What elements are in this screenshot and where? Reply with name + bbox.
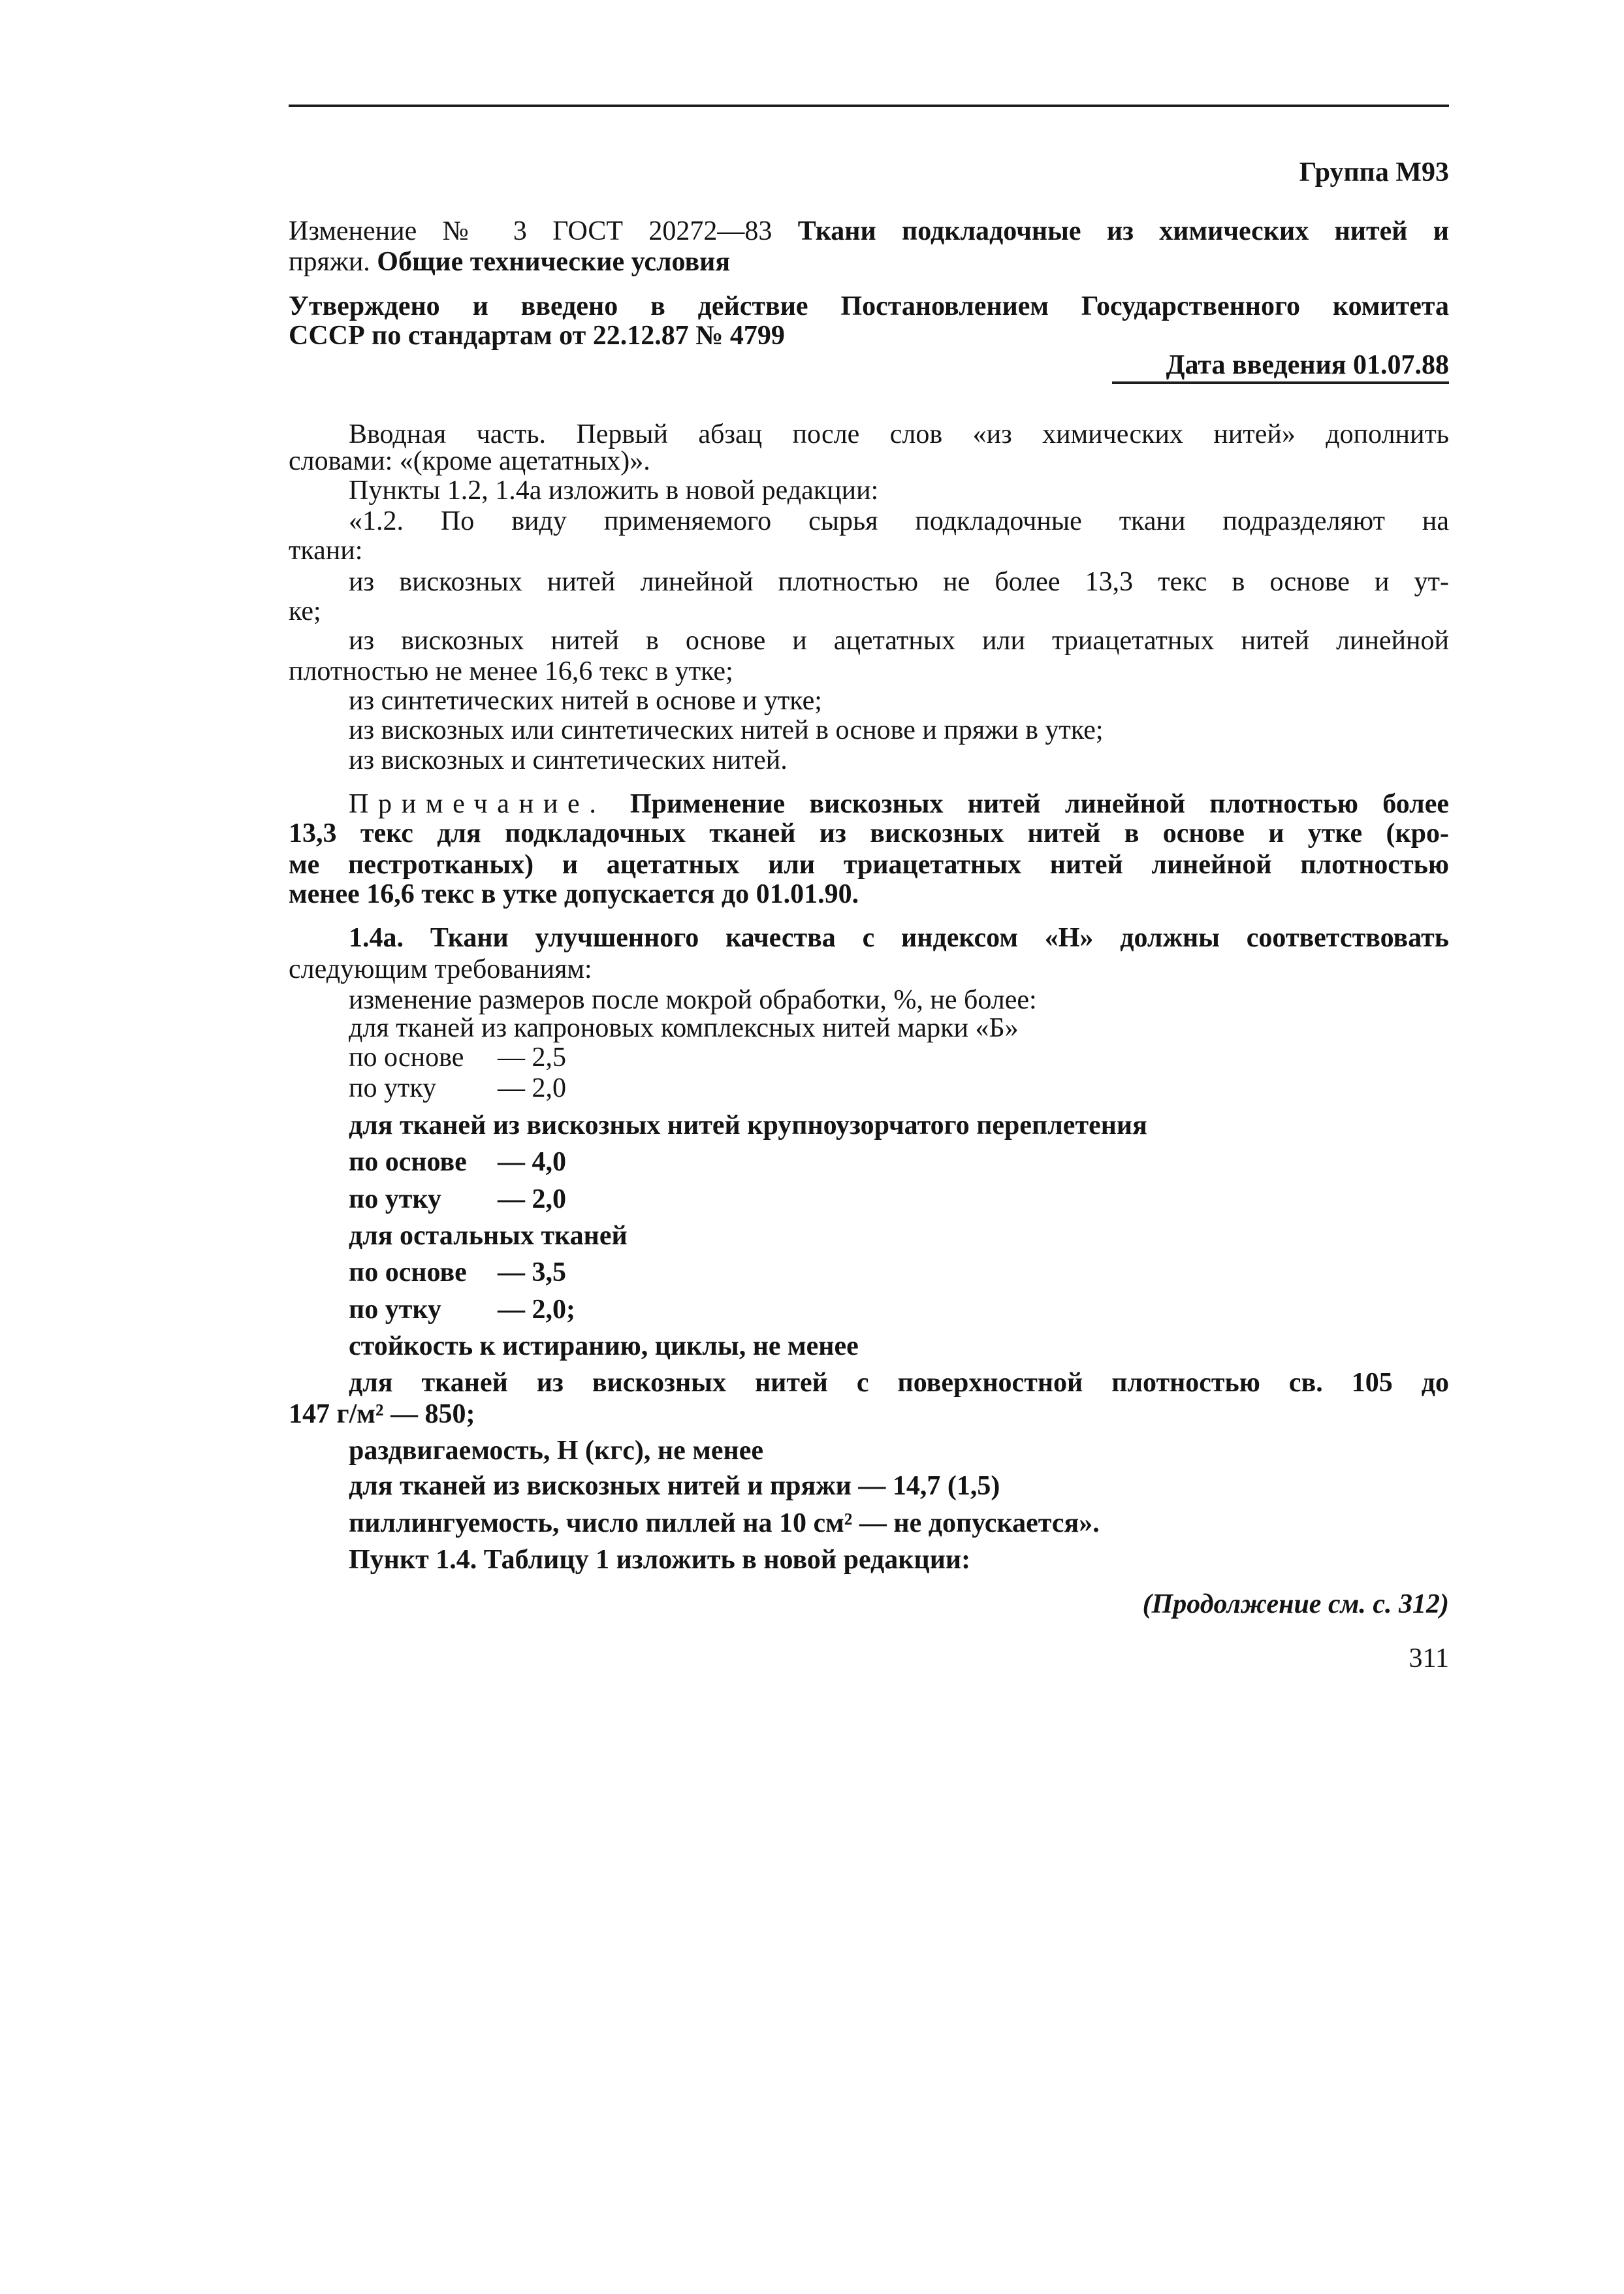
fabric-group-name: для тканей из капроновых комплексных нитей марки «Б» bbox=[349, 1013, 1019, 1043]
slippage-line: для тканей из вискозных нитей и пряжи — 14,7 (1,5) bbox=[349, 1471, 1000, 1501]
measure-direction: по основе bbox=[349, 1042, 464, 1073]
clause-1-4a-line: 1.4а. Ткани улучшенного качества с индексом «Н» должны соответствовать bbox=[349, 923, 1449, 953]
approval-line: Утверждено и введено в действие Постановлением Государственного комитета bbox=[289, 291, 1449, 321]
clause-1-4-line: Пункт 1.4. Таблицу 1 изложить в новой редакции: bbox=[349, 1545, 971, 1575]
clause-1-2-line: из вискозных нитей линейной плотностью не более 13,3 текс в основе и ут- bbox=[349, 567, 1449, 597]
standard-title-part: пряжи. bbox=[289, 247, 370, 277]
measure-row bbox=[349, 1257, 1449, 1287]
clause-1-2-line: из вискозных или синтетических нитей в основе и пряжи в утке; bbox=[349, 715, 1104, 745]
clause-1-2-line: плотностью не менее 16,6 текс в утке; bbox=[289, 656, 733, 687]
shrinkage-title: изменение размеров после мокрой обработки, %, не более: bbox=[349, 985, 1037, 1015]
clause-points-line: Пункты 1.2, 1.4а изложить в новой редакции: bbox=[349, 476, 879, 506]
intro-line: словами: «(кроме ацетатных)». bbox=[289, 446, 650, 476]
measure-direction: по утку bbox=[349, 1184, 441, 1214]
note-line: 13,3 текс для подкладочных тканей из вискозных нитей в основе и утке (кро- bbox=[289, 818, 1449, 848]
clause-1-2-line: «1.2. По виду применяемого сырья подкладочные ткани подразделяют на bbox=[349, 506, 1449, 536]
standard-title-part: Общие технические условия bbox=[377, 247, 731, 277]
intro-line: Вводная часть. Первый абзац после слов «из химических нитей» дополнить bbox=[349, 419, 1449, 449]
measure-value: — 2,0 bbox=[498, 1184, 566, 1214]
note-label: Примечание. bbox=[349, 789, 606, 819]
standard-title-part: Ткани подкладочные из химических нитей и bbox=[797, 216, 1449, 246]
measure-value: — 3,5 bbox=[498, 1257, 566, 1287]
top-rule bbox=[289, 105, 1449, 107]
page-number: 311 bbox=[1409, 1643, 1449, 1673]
date-underline bbox=[1112, 381, 1449, 384]
measure-row bbox=[349, 1184, 1449, 1214]
measure-direction: по утку bbox=[349, 1295, 441, 1325]
effective-date: Дата введения 01.07.88 bbox=[1166, 350, 1449, 380]
group-code: Группа М93 bbox=[1299, 157, 1449, 187]
amendment-title-line bbox=[289, 216, 1449, 246]
fabric-group-name: для остальных тканей bbox=[349, 1221, 628, 1251]
clause-1-2-line: ке; bbox=[289, 596, 321, 626]
note-line: менее 16,6 текс в утке допускается до 01.01.90. bbox=[289, 879, 859, 909]
note-line: ме пестротканых) и ацетатных или триацетатных нитей линейной плотностью bbox=[289, 850, 1449, 880]
clause-1-2-line: из вискозных и синтетических нитей. bbox=[349, 745, 788, 775]
measure-direction: по основе bbox=[349, 1147, 467, 1177]
measure-value: — 2,0; bbox=[498, 1295, 575, 1325]
clause-1-4a-line: следующим требованиям: bbox=[289, 954, 592, 984]
measure-row bbox=[349, 1073, 1449, 1103]
fabric-group-name: для тканей из вискозных нитей крупноузорчатого переплетения bbox=[349, 1110, 1147, 1140]
abrasion-line: 147 г/м² — 850; bbox=[289, 1399, 475, 1429]
continuation-note: (Продолжение см. с. 312) bbox=[1142, 1589, 1449, 1619]
clause-1-2-line: ткани: bbox=[289, 536, 363, 566]
measure-value: — 2,5 bbox=[498, 1042, 566, 1073]
measure-value: — 4,0 bbox=[498, 1147, 566, 1177]
amendment-number: Изменение № 3 ГОСТ 20272—83 bbox=[289, 216, 772, 246]
measure-direction: по основе bbox=[349, 1257, 467, 1287]
note-line bbox=[349, 789, 1449, 819]
measure-row bbox=[349, 1295, 1449, 1325]
note-text: Применение вискозных нитей линейной плотностью более bbox=[629, 789, 1450, 819]
measure-value: — 2,0 bbox=[498, 1073, 566, 1103]
measure-row bbox=[349, 1147, 1449, 1177]
abrasion-line: стойкость к истиранию, циклы, не менее bbox=[349, 1331, 859, 1361]
clause-1-2-line: из синтетических нитей в основе и утке; bbox=[349, 686, 822, 716]
abrasion-line: для тканей из вискозных нитей с поверхностной плотностью св. 105 до bbox=[349, 1368, 1449, 1398]
measure-direction: по утку bbox=[349, 1073, 437, 1103]
measure-row bbox=[349, 1042, 1449, 1073]
slippage-line: раздвигаемость, Н (кгс), не менее bbox=[349, 1436, 763, 1466]
approval-line: СССР по стандартам от 22.12.87 № 4799 bbox=[289, 321, 785, 351]
pilling-line: пиллингуемость, число пиллей на 10 см² — не допускается». bbox=[349, 1508, 1100, 1538]
amendment-title-line bbox=[289, 247, 1449, 277]
clause-1-2-line: из вискозных нитей в основе и ацетатных или триацетатных нитей линейной bbox=[349, 626, 1449, 656]
